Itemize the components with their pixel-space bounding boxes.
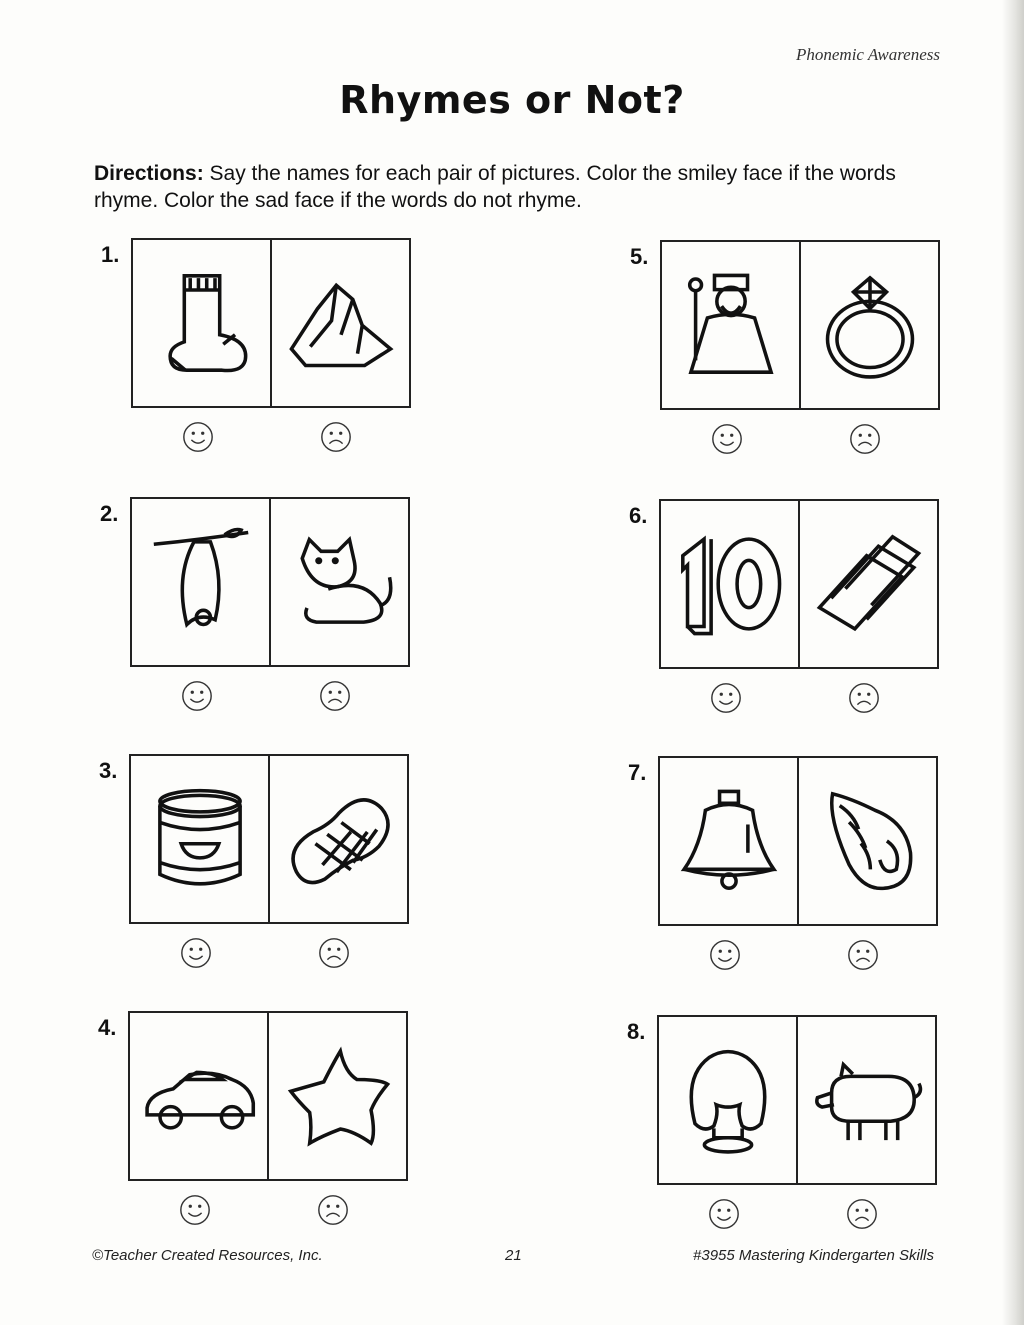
- picture-cell: [133, 240, 270, 406]
- directions: [94, 160, 934, 214]
- ring-icon: [811, 266, 929, 384]
- king-icon: [672, 266, 790, 384]
- peanut-icon: [280, 780, 398, 898]
- picture-pair: [660, 240, 940, 410]
- smiley-face-icon[interactable]: [179, 936, 213, 970]
- item-1: [101, 238, 431, 478]
- footer-book-title: #3955 Mastering Kindergarten Skills: [693, 1247, 934, 1264]
- scan-edge: [1002, 0, 1024, 1325]
- item-3: [99, 754, 429, 994]
- item-number: 1.: [101, 242, 120, 267]
- picture-pair: [658, 756, 938, 926]
- picture-cell: [269, 499, 408, 665]
- smiley-face-icon[interactable]: [709, 681, 743, 715]
- picture-cell: [130, 1013, 267, 1179]
- wig-icon: [669, 1041, 787, 1159]
- picture-cell: [131, 756, 268, 922]
- item-6: [629, 499, 959, 739]
- header-tag: Phonemic Awareness: [795, 45, 940, 64]
- bell-icon: [670, 782, 788, 900]
- picture-pair: [128, 1011, 408, 1181]
- item-number: 2.: [100, 501, 119, 526]
- footer-copyright: ©Teacher Created Resources, Inc.: [92, 1247, 323, 1264]
- item-number: 8.: [627, 1019, 646, 1044]
- smiley-face-icon[interactable]: [178, 1193, 212, 1227]
- sad-face-icon[interactable]: [317, 936, 351, 970]
- money-icon: [810, 525, 928, 643]
- picture-cell: [659, 1017, 796, 1183]
- picture-cell: [796, 1017, 935, 1183]
- sad-face-icon[interactable]: [845, 1197, 879, 1231]
- picture-cell: [268, 756, 407, 922]
- star-icon: [279, 1037, 397, 1155]
- page-title: Rhymes or Not?: [339, 78, 685, 122]
- picture-cell: [798, 501, 937, 667]
- picture-cell: [799, 242, 938, 408]
- picture-cell: [267, 1013, 406, 1179]
- smiley-face-icon[interactable]: [180, 679, 214, 713]
- item-number: 3.: [99, 758, 118, 783]
- picture-pair: [659, 499, 939, 669]
- sad-face-icon[interactable]: [318, 679, 352, 713]
- picture-cell: [270, 240, 409, 406]
- can-icon: [141, 780, 259, 898]
- picture-pair: [130, 497, 410, 667]
- pig-icon: [808, 1041, 926, 1159]
- item-8: [627, 1015, 957, 1255]
- item-7: [628, 756, 958, 996]
- cat-icon: [281, 523, 399, 641]
- item-number: 6.: [629, 503, 648, 528]
- smiley-face-icon[interactable]: [707, 1197, 741, 1231]
- footer-page-number: 21: [505, 1247, 522, 1264]
- smiley-face-icon[interactable]: [181, 420, 215, 454]
- picture-cell: [661, 501, 798, 667]
- bat-icon: [142, 523, 260, 641]
- picture-cell: [132, 499, 269, 665]
- picture-cell: [662, 242, 799, 408]
- item-2: [100, 497, 430, 737]
- picture-pair: [129, 754, 409, 924]
- directions-text: Say the names for each pair of pictures. Color the smiley face if the words rhyme. Color the sad face if the words do not rhyme.: [94, 162, 896, 212]
- smiley-face-icon[interactable]: [710, 422, 744, 456]
- picture-cell: [797, 758, 936, 924]
- sad-face-icon[interactable]: [319, 420, 353, 454]
- item-number: 5.: [630, 244, 649, 269]
- directions-label: Directions:: [94, 162, 204, 185]
- car-icon: [140, 1037, 258, 1155]
- ten-icon: [671, 525, 789, 643]
- sad-face-icon[interactable]: [848, 422, 882, 456]
- sock-icon: [143, 264, 261, 382]
- item-5: [630, 240, 960, 480]
- shell-icon: [809, 782, 927, 900]
- sad-face-icon[interactable]: [316, 1193, 350, 1227]
- picture-pair: [131, 238, 411, 408]
- smiley-face-icon[interactable]: [708, 938, 742, 972]
- sad-face-icon[interactable]: [847, 681, 881, 715]
- item-number: 4.: [98, 1015, 117, 1040]
- sad-face-icon[interactable]: [846, 938, 880, 972]
- picture-pair: [657, 1015, 937, 1185]
- item-4: [98, 1011, 428, 1251]
- picture-cell: [660, 758, 797, 924]
- item-number: 7.: [628, 760, 647, 785]
- rock-icon: [282, 264, 400, 382]
